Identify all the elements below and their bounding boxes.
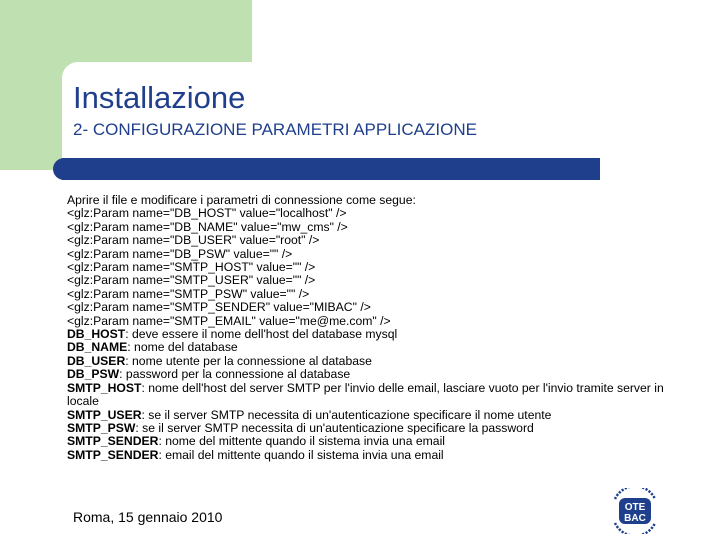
definition-text: : se il server SMTP necessita di un'autenticazione specificare la password [135,420,534,435]
definition-item [67,368,667,381]
code-line: <glz:Param name="SMTP_SENDER" value="MIBAC" /> [67,300,371,315]
definition-text: : nome utente per la connessione al database [125,353,372,368]
code-line: <glz:Param name="DB_USER" value="root" /> [67,233,320,248]
definition-item [67,409,667,422]
slide-body [67,194,667,462]
title-divider-bar [62,158,600,180]
definition-key: DB_USER [67,353,126,368]
slide-title: Installazione [73,80,246,115]
definition-item [67,449,667,462]
definition-key: SMTP_SENDER [67,434,159,449]
code-line: <glz:Param name="SMTP_HOST" value="" /> [67,260,316,275]
definition-text: : se il server SMTP necessita di un'autenticazione specificare il nome utente [141,407,552,422]
definition-key: SMTP_HOST [67,380,142,395]
definition-text: : nome del database [127,340,238,355]
otebac-logo-icon [609,488,661,534]
definition-text: : email del mittente quando il sistema invia una email [158,447,444,462]
definition-item [67,382,667,409]
code-line: <glz:Param name="SMTP_USER" value="" /> [67,273,316,288]
logo-text-bottom: BAC [624,513,646,524]
definition-item [67,435,667,448]
definition-key: DB_PSW [67,367,120,382]
code-line: <glz:Param name="DB_NAME" value="mw_cms" /> [67,219,348,234]
code-line: <glz:Param name="SMTP_EMAIL" value="me@me.com" /> [67,313,391,328]
definition-key: SMTP_PSW [67,420,136,435]
title-panel [62,62,720,170]
definition-text: : password per la connessione al database [119,367,351,382]
definition-text: : nome dell'host del server SMTP per l'invio delle email, lasciare vuoto per l'invio tramite server in locale [67,380,664,409]
definition-text: : nome del mittente quando il sistema invia una email [158,434,445,449]
definition-key: SMTP_SENDER [67,447,159,462]
definition-item [67,328,667,341]
logo-text-top: OTE [624,502,646,513]
definition-item [67,355,667,368]
code-line: <glz:Param name="DB_HOST" value="localhost" /> [67,206,347,221]
intro-text: Aprire il file e modificare i parametri di connessione come segue: [67,193,416,207]
definition-key: SMTP_USER [67,407,142,422]
definition-item [67,341,667,354]
decor-green-side [0,86,62,170]
code-line: <glz:Param name="DB_PSW" value="" /> [67,246,293,261]
slide-subtitle: 2- CONFIGURAZIONE PARAMETRI APPLICAZIONE [73,120,477,139]
definition-key: DB_NAME [67,340,128,355]
definition-item [67,422,667,435]
footer-date: Roma, 15 gennaio 2010 [73,509,223,525]
code-line: <glz:Param name="SMTP_PSW" value="" /> [67,286,310,301]
definition-key: DB_HOST [67,327,126,342]
definition-text: : deve essere il nome dell'host del database mysql [125,327,398,342]
